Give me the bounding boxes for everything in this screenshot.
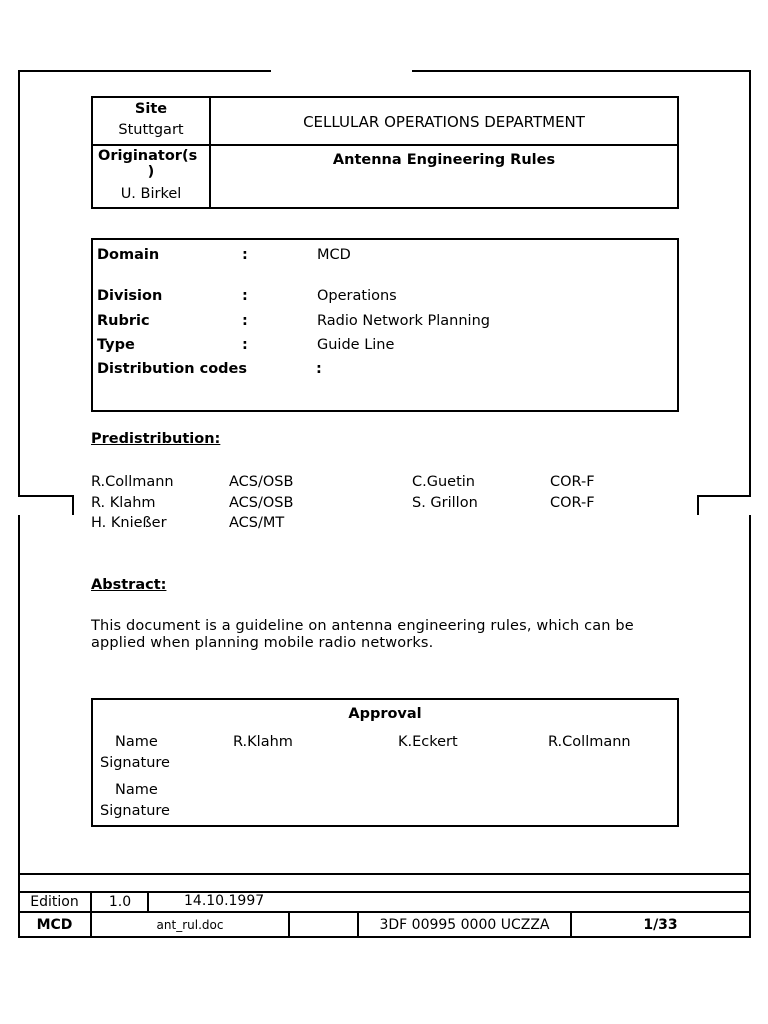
- division-value: Operations: [317, 288, 397, 304]
- domain-sep: :: [242, 247, 248, 263]
- predistribution-name: R.Collmann: [91, 474, 174, 490]
- division-label: Division: [97, 288, 163, 304]
- approval-signature-label: Signature: [100, 755, 170, 771]
- originator-value: U. Birkel: [120, 186, 182, 202]
- site-value: Stuttgart: [118, 122, 184, 138]
- domain-value: MCD: [317, 247, 351, 263]
- frame-right-notch: [697, 495, 751, 497]
- predistribution-heading: Predistribution:: [91, 431, 221, 447]
- frame-right-upper: [749, 70, 751, 497]
- edition-value: 1.0: [108, 894, 132, 910]
- department-title: CELLULAR OPERATIONS DEPARTMENT: [303, 113, 585, 131]
- predistribution-name: S. Grillon: [412, 495, 478, 511]
- approval-name: R.Collmann: [548, 734, 631, 750]
- frame-left-tick: [72, 495, 74, 515]
- abstract-line-1: This document is a guideline on antenna engineering rules, which can be: [91, 618, 634, 634]
- footer-line-bottom: [18, 936, 751, 938]
- footer-doc-number: 3DF 00995 0000 UCZZA: [379, 916, 550, 933]
- originator-label-cont: ): [147, 164, 155, 180]
- predistribution-code: ACS/OSB: [229, 495, 294, 511]
- domain-label: Domain: [97, 247, 160, 263]
- type-label: Type: [97, 337, 135, 353]
- footer-divider: [288, 911, 290, 937]
- frame-left-notch: [18, 495, 74, 497]
- footer-line-top: [18, 873, 751, 875]
- abstract-heading: Abstract:: [91, 577, 167, 593]
- predistribution-code: COR-F: [550, 474, 595, 490]
- division-sep: :: [242, 288, 248, 304]
- distribution-codes-sep: :: [316, 361, 322, 377]
- header-horizontal-divider: [91, 144, 679, 146]
- originator-label: Originator(s: [98, 148, 198, 164]
- predistribution-name: H. Knießer: [91, 515, 167, 531]
- predistribution-code: COR-F: [550, 495, 595, 511]
- rubric-value: Radio Network Planning: [317, 313, 490, 329]
- footer-page: 1/33: [643, 916, 678, 933]
- predistribution-code: ACS/OSB: [229, 474, 294, 490]
- document-title: Antenna Engineering Rules: [332, 152, 556, 168]
- edition-label: Edition: [30, 894, 79, 910]
- edition-date: 14.10.1997: [184, 893, 265, 909]
- abstract-line-2: applied when planning mobile radio networks.: [91, 635, 434, 651]
- approval-name-label: Name: [115, 734, 158, 750]
- approval-title: Approval: [348, 706, 422, 722]
- site-label: Site: [134, 101, 168, 117]
- frame-left-upper: [18, 70, 20, 497]
- rubric-label: Rubric: [97, 313, 150, 329]
- predistribution-name: R. Klahm: [91, 495, 156, 511]
- approval-name: K.Eckert: [398, 734, 458, 750]
- approval-name: R.Klahm: [233, 734, 293, 750]
- approval-signature-label: Signature: [100, 803, 170, 819]
- type-value: Guide Line: [317, 337, 395, 353]
- predistribution-name: C.Guetin: [412, 474, 475, 490]
- approval-name-label: Name: [115, 782, 158, 798]
- footer-dept: MCD: [36, 916, 73, 933]
- distribution-codes-label: Distribution codes: [97, 361, 248, 377]
- type-sep: :: [242, 337, 248, 353]
- predistribution-code: ACS/MT: [229, 515, 285, 531]
- frame-top-right: [412, 70, 751, 72]
- frame-right-tick: [697, 495, 699, 515]
- footer-filename: ant_rul.doc: [156, 917, 224, 932]
- rubric-sep: :: [242, 313, 248, 329]
- frame-top-left: [18, 70, 271, 72]
